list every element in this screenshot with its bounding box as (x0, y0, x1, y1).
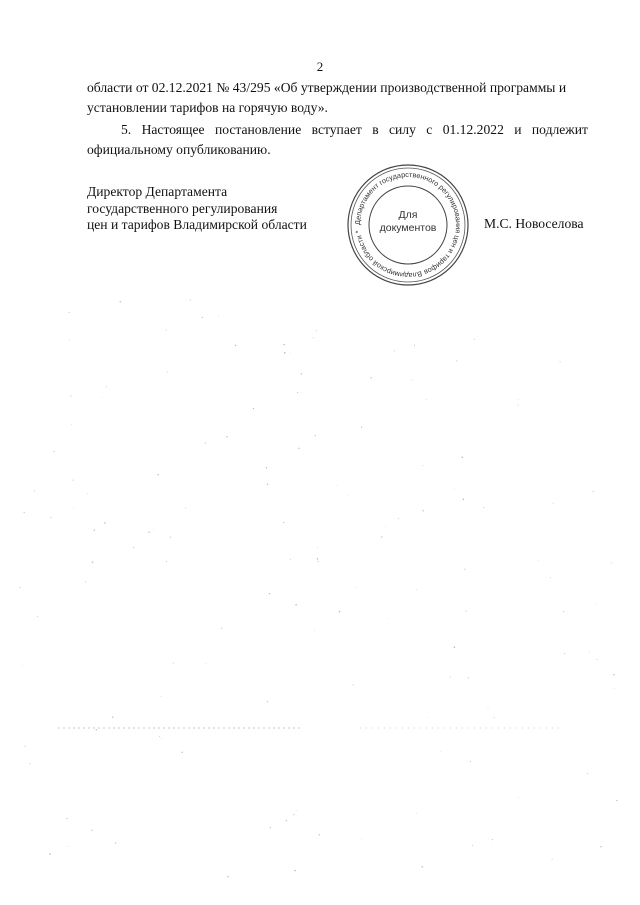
scan-speck (394, 350, 395, 351)
scan-speck (267, 484, 268, 485)
scan-speck (290, 559, 291, 560)
paragraph-word: Настоящее (141, 122, 205, 137)
scan-speck (253, 408, 254, 409)
paragraph-word: вступает (311, 122, 362, 137)
scan-speck (494, 717, 495, 718)
scan-speck (22, 665, 23, 666)
scan-speck (589, 651, 590, 652)
scan-speck (205, 443, 206, 444)
scan-speck (587, 773, 588, 774)
scan-speck (20, 587, 21, 588)
scan-speck (488, 709, 489, 710)
scan-speck (398, 518, 399, 519)
scan-speck (290, 353, 291, 354)
scan-speck (470, 761, 471, 762)
paragraph-word: с (426, 122, 433, 137)
scan-speck (553, 503, 554, 504)
paragraph-line (87, 120, 588, 140)
scan-speck (339, 611, 341, 613)
scan-speck (181, 752, 182, 753)
scan-speck (456, 360, 457, 361)
official-seal (346, 163, 470, 287)
signatory-title-line: цен и тарифов Владимирской области (87, 217, 307, 232)
scan-speck (206, 663, 207, 664)
scan-speck (317, 547, 318, 548)
scan-speck (600, 846, 601, 847)
scan-speck (298, 448, 299, 449)
scan-speck (314, 631, 315, 632)
scan-speck (538, 560, 539, 561)
scan-speck (50, 517, 51, 518)
paragraph-effective-date (87, 120, 588, 160)
scan-speck (463, 499, 465, 501)
scan-speck (106, 386, 107, 387)
scan-speck (94, 529, 95, 530)
scan-speck (315, 435, 316, 436)
scan-speck (185, 508, 186, 509)
scan-speck (154, 530, 155, 531)
scan-speck (593, 491, 594, 492)
scan-speck (416, 813, 417, 814)
scan-speck (353, 684, 354, 685)
paragraph-line-text: области от 02.12.2021 № 43/295 «Об утверждении производственной программы и (87, 80, 567, 95)
signer-name: М.С. Новоселова (484, 216, 584, 231)
scan-speck (317, 558, 318, 559)
scan-speck (162, 738, 163, 739)
scan-speck (296, 810, 297, 811)
scan-speck (283, 344, 285, 346)
scan-speck (611, 562, 612, 563)
scan-speck (73, 508, 74, 509)
scan-speck (284, 352, 286, 354)
scan-speck (161, 696, 162, 697)
scan-speck (24, 512, 25, 513)
scan-speck (319, 834, 320, 835)
signatory-title-line: Директор Департамента (87, 184, 228, 199)
scan-speck (381, 536, 382, 537)
scan-speck (112, 717, 113, 718)
scan-speck (595, 603, 596, 604)
scan-speck (221, 628, 222, 629)
scan-speck (266, 467, 267, 468)
scan-speck (295, 604, 297, 606)
scan-speck (190, 299, 191, 300)
scan-speck (550, 577, 551, 578)
scan-speck (301, 373, 302, 374)
scan-speck (313, 337, 314, 338)
scan-speck (361, 427, 362, 428)
scan-speck (69, 340, 70, 341)
scan-speck (71, 424, 72, 425)
scan-speck (450, 677, 451, 678)
scan-speck (158, 474, 159, 475)
page-number: 2 (316, 59, 324, 74)
scan-speck (67, 846, 68, 847)
signatory-title (87, 184, 307, 234)
paragraph-word: постановление (214, 122, 302, 137)
scan-speck (72, 480, 73, 481)
scan-speck (472, 845, 473, 846)
scan-speck (411, 380, 412, 381)
scan-speck (133, 547, 134, 548)
scan-speck (283, 522, 284, 523)
scan-speck (54, 451, 55, 452)
scan-speck (70, 396, 71, 397)
scan-speck (227, 876, 228, 877)
scan-speck (465, 611, 466, 612)
scan-speck (492, 839, 493, 840)
scan-speck (29, 763, 30, 764)
scan-speck (170, 537, 171, 538)
scan-speck (371, 377, 372, 378)
scan-speck (518, 797, 519, 798)
scan-speck (464, 569, 465, 570)
scan-speck (468, 677, 469, 678)
seal-center-line: Для (398, 209, 418, 221)
scan-speck (49, 853, 51, 855)
scan-speck (25, 746, 26, 747)
scan-speck (483, 507, 484, 508)
scan-speck (597, 659, 598, 660)
paragraph-line: официальному опубликованию. (87, 142, 271, 157)
scan-speck (348, 495, 349, 496)
scan-speck (269, 593, 270, 594)
paragraph-reference (87, 78, 588, 118)
scan-speck (167, 372, 168, 373)
scan-speck (414, 345, 415, 346)
scan-speck (96, 729, 97, 730)
scan-speck (37, 616, 38, 617)
scan-speck (34, 490, 35, 491)
scan-speck (92, 830, 93, 831)
scan-speck (462, 457, 464, 459)
paragraph-word: 01.12.2022 (442, 122, 504, 137)
scan-speck (616, 800, 617, 801)
scan-speck (69, 312, 70, 313)
scan-speck (356, 587, 357, 588)
scan-speck (104, 522, 106, 524)
scan-speck (416, 590, 417, 591)
scan-speck (423, 510, 424, 511)
paragraph-word: и (514, 122, 522, 137)
scan-speck (148, 532, 149, 533)
scan-speck (563, 611, 564, 612)
scan-speck (454, 646, 456, 648)
scan-speck (297, 392, 298, 393)
scan-speck (318, 561, 319, 562)
scan-speck (552, 859, 553, 860)
scan-speck (87, 493, 88, 494)
scan-speck (423, 465, 424, 466)
paragraph-word: подлежит (531, 122, 588, 137)
scan-speck (166, 561, 167, 562)
scan-speck (474, 339, 475, 340)
scan-speck (267, 701, 268, 702)
scan-speck (286, 820, 287, 821)
scan-speck (226, 436, 227, 437)
seal-center-line: документов (379, 222, 437, 234)
scan-speck (518, 405, 519, 406)
scan-speck (422, 866, 423, 867)
paragraph-line (87, 78, 588, 98)
scan-speck (362, 839, 363, 840)
scan-speck (336, 485, 337, 486)
scan-speck (67, 818, 68, 819)
scan-speck (518, 399, 519, 400)
scan-speck (557, 456, 558, 457)
scan-speck (218, 316, 219, 317)
scan-speck (293, 814, 294, 815)
scan-speck (316, 330, 317, 331)
scan-speck (429, 717, 430, 718)
paragraph-line: установлении тарифов на горячую воду». (87, 100, 328, 115)
scan-speck (92, 561, 94, 563)
paragraph-word: силу (389, 122, 416, 137)
scan-speck (166, 330, 167, 331)
scan-speck (270, 827, 271, 828)
scan-speck (564, 653, 565, 654)
signatory-title-line: государственного регулирования (87, 200, 278, 216)
scan-speck (613, 674, 614, 675)
scan-speck (455, 488, 456, 489)
scan-speck (440, 751, 441, 752)
scan-speck (102, 397, 103, 398)
scan-speck (202, 317, 203, 318)
scan-speck (614, 688, 615, 689)
scan-speck (120, 301, 121, 302)
scan-speck (294, 870, 295, 871)
scan-speck (426, 399, 427, 400)
paragraph-word: 5. (121, 122, 132, 137)
scan-speck (235, 345, 236, 346)
scan-speck (159, 736, 160, 737)
seal-center-text (346, 209, 470, 235)
seal-ring-text: Департамент государственного регулирования цен и тарифов Владимирской области * (352, 169, 464, 281)
paragraph-word: в (372, 122, 379, 137)
scan-speck (85, 581, 86, 582)
scan-speck (388, 618, 389, 619)
scan-speck (560, 361, 561, 362)
scan-speck (173, 662, 174, 663)
scan-speck (115, 842, 116, 843)
scan-speck (386, 526, 387, 527)
